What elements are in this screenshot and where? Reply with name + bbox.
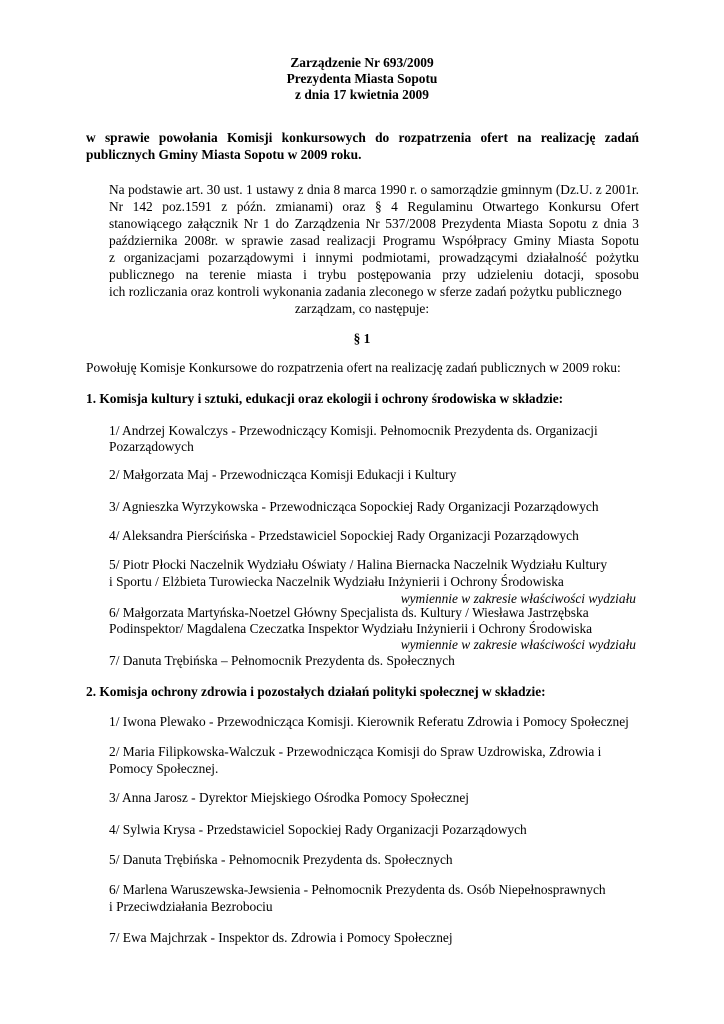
c2-member-5: 5/ Danuta Trębińska - Pełnomocnik Prezydenta ds. Społecznych <box>109 852 453 867</box>
preamble-line-3: stanowiącego załącznik Nr 1 do Zarządzenia Nr 537/2008 Prezydenta Miasta Sopotu z dnia 3 <box>109 216 639 231</box>
c1-member-4: 4/ Aleksandra Pierścińska - Przedstawiciel Sopockiej Rady Organizacji Pozarządowych <box>109 528 579 543</box>
c1-member-5-note: wymiennie w zakresie właściwości wydziału <box>400 591 636 606</box>
c2-member-6-line-1: 6/ Marlena Waruszewska-Jewsienia - Pełnomocnik Prezydenta ds. Osób Niepełnosprawnych <box>109 882 606 897</box>
preamble-line-2: Nr 142 poz.1591 z późn. zmianami) oraz § 4 Regulaminu Otwartego Konkursu Ofert <box>109 199 639 214</box>
c2-member-2-line-2: Pomocy Społecznej. <box>109 761 219 776</box>
c2-member-6-line-2: i Przeciwdziałania Bezrobociu <box>109 899 273 914</box>
title-line-2: Prezydenta Miasta Sopotu <box>286 71 438 86</box>
preamble-line-5: z organizacjami pozarządowymi i innymi podmiotami, prowadzącymi działalność pożytku <box>109 250 639 265</box>
c1-member-2: 2/ Małgorzata Maj - Przewodnicząca Komisji Edukacji i Kultury <box>109 467 457 482</box>
c2-member-7: 7/ Ewa Majchrzak - Inspektor ds. Zdrowia i Pomocy Społecznej <box>109 930 453 945</box>
c1-member-7: 7/ Danuta Trębińska – Pełnomocnik Prezydenta ds. Społecznych <box>109 653 455 668</box>
preamble-line-1: Na podstawie art. 30 ust. 1 ustawy z dnia 8 marca 1990 r. o samorządzie gminnym (Dz.U. z 2001r. <box>109 182 639 197</box>
preamble-line-7: ich rozliczania oraz kontroli wykonania zadania zleconego w sferze zadań pożytku publicznego <box>109 284 622 299</box>
subject-line-2: publicznych Gminy Miasta Sopotu w 2009 roku. <box>86 147 362 162</box>
paragraph-mark: § 1 <box>353 331 371 346</box>
title-line-3: z dnia 17 kwietnia 2009 <box>295 87 429 102</box>
c1-member-5-line-2: i Sportu / Elżbieta Turowiecka Naczelnik Wydziału Inżynierii i Ochrony Środowiska <box>109 574 564 589</box>
c1-member-5-line-1: 5/ Piotr Płocki Naczelnik Wydziału Oświaty / Halina Biernacka Naczelnik Wydziału Kultury <box>109 557 608 572</box>
c1-member-6-note: wymiennie w zakresie właściwości wydziału <box>400 637 636 652</box>
c2-member-3: 3/ Anna Jarosz - Dyrektor Miejskiego Ośrodka Pomocy Społecznej <box>109 790 469 805</box>
c1-member-3: 3/ Agnieszka Wyrzykowska - Przewodnicząca Sopockiej Rady Organizacji Pozarządowych <box>109 499 599 514</box>
title-line-1: Zarządzenie Nr 693/2009 <box>290 55 434 70</box>
c1-member-6-line-2: Podinspektor/ Magdalena Czeczatka Inspektor Wydziału Inżynierii i Ochrony Środowiska <box>109 621 593 636</box>
preamble-line-6: publicznego na terenie miasta i trybu postępowania przy udzieleniu dotacji, sposobu <box>109 267 639 282</box>
c1-member-6-line-1: 6/ Małgorzata Martyńska-Noetzel Główny Specjalista ds. Kultury / Wiesława Jastrzębska <box>109 605 589 620</box>
decree-phrase: zarządzam, co następuje: <box>294 301 430 316</box>
commission-1-heading: 1. Komisja kultury i sztuki, edukacji oraz ekologii i ochrony środowiska w składzie: <box>86 391 564 406</box>
c1-member-1-line-1: 1/ Andrzej Kowalczys - Przewodniczący Komisji. Pełnomocnik Prezydenta ds. Organizacji <box>109 423 598 438</box>
c1-member-1-line-2: Pozarządowych <box>109 439 194 454</box>
intro-text: Powołuję Komisje Konkursowe do rozpatrzenia ofert na realizację zadań publicznych w 2009 roku: <box>86 360 621 375</box>
preamble-line-4: października 2008r. w sprawie zasad realizacji Programu Współpracy Gminy Miasta Sopotu <box>109 233 639 248</box>
subject-line-1: w sprawie powołania Komisji konkursowych do rozpatrzenia ofert na realizację zadań <box>86 130 639 145</box>
c2-member-2-line-1: 2/ Maria Filipkowska-Walczuk - Przewodnicząca Komisji do Spraw Uzdrowiska, Zdrowia i <box>109 744 602 759</box>
commission-2-heading: 2. Komisja ochrony zdrowia i pozostałych działań polityki społecznej w składzie: <box>86 684 546 699</box>
c2-member-4: 4/ Sylwia Krysa - Przedstawiciel Sopockiej Rady Organizacji Pozarządowych <box>109 822 527 837</box>
c2-member-1: 1/ Iwona Plewako - Przewodnicząca Komisji. Kierownik Referatu Zdrowia i Pomocy Społecznej <box>109 714 629 729</box>
